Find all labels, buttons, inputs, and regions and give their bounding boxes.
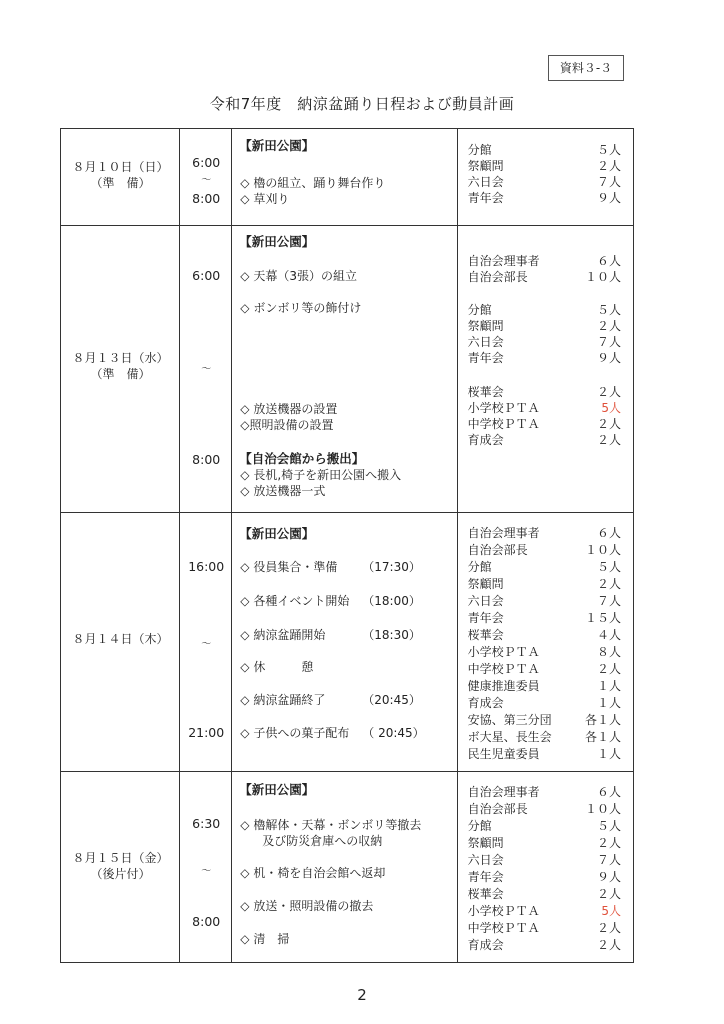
activity-item: ◇ 放送機器一式: [240, 484, 326, 498]
staff-group: 桜華会: [467, 385, 504, 399]
date-cell: [61, 772, 180, 963]
staff-group: 青年会: [467, 870, 504, 884]
date-text: ８月１４日（木）: [72, 632, 169, 646]
staff-group: 六日会: [467, 335, 504, 349]
activity-item: ◇ 納涼盆踊開始: [240, 628, 326, 642]
staff-count: １人: [596, 747, 621, 761]
date-kind: （準 備）: [90, 176, 151, 190]
staff-count: ２人: [596, 417, 621, 431]
time-cell: [180, 513, 232, 772]
time-start: 16:00: [188, 559, 225, 574]
date-text: ８月１５日（金）: [72, 851, 169, 865]
staff-count: 5人: [601, 904, 621, 918]
staff-count: ２人: [596, 662, 621, 676]
staff-count: ５人: [596, 303, 621, 317]
time-cell: [180, 226, 232, 513]
activity-time: （ 20:45）: [362, 726, 425, 740]
staff-count: １人: [596, 679, 621, 693]
venue-heading: 【新田公園】: [239, 782, 315, 797]
staff-group: 青年会: [467, 351, 504, 365]
tilde-mark: 〜: [201, 364, 212, 375]
activity-cell: [232, 772, 457, 963]
staff-cell: [457, 226, 633, 513]
tilde-mark: 〜: [201, 639, 212, 650]
staff-group: 分館: [467, 143, 492, 157]
venue-heading: 【新田公園】: [239, 234, 315, 249]
staff-count: ２人: [596, 887, 621, 901]
staff-count: ５人: [596, 560, 621, 574]
staff-group: 中学校ＰＴＡ: [467, 662, 540, 676]
staff-count: ２人: [596, 921, 621, 935]
date-cell: [61, 129, 180, 226]
staff-group: 分館: [467, 819, 492, 833]
staff-group: 分館: [467, 560, 492, 574]
staff-count: ２人: [596, 577, 621, 591]
date-kind: （準 備）: [90, 367, 151, 381]
staff-count: 各１人: [584, 713, 621, 727]
staff-group: 自治会部長: [467, 802, 528, 816]
staff-count: ７人: [596, 853, 621, 867]
venue-heading: 【新田公園】: [239, 138, 315, 153]
time-start: 6:00: [192, 268, 221, 283]
activity-time: （17:30）: [362, 560, 421, 574]
activity-item: ◇ 長机,椅子を新田公園へ搬入: [240, 468, 402, 482]
staff-count: ９人: [596, 351, 621, 365]
staff-group: 小学校ＰＴＡ: [467, 645, 540, 659]
time-end: 21:00: [188, 725, 225, 740]
staff-count: ２人: [596, 319, 621, 333]
activity-time: （20:45）: [362, 693, 421, 707]
staff-group: 分館: [467, 303, 492, 317]
activity-item: ◇ 草刈り: [240, 192, 290, 206]
activity-cell: [232, 513, 457, 772]
staff-group: 自治会理事者: [467, 785, 540, 799]
time-cell: [180, 129, 232, 226]
activity-item: ◇ 清 掃: [240, 932, 290, 946]
table-row: [61, 129, 634, 226]
page-number: 2: [357, 986, 367, 1004]
activity-item: ◇ ボンボリ等の飾付け: [240, 301, 362, 315]
staff-count: １人: [596, 696, 621, 710]
activity-item: ◇ 各種イベント開始: [240, 594, 350, 608]
staff-group: 祭顧問: [467, 159, 504, 173]
date-text: ８月１０日（日）: [72, 160, 169, 174]
staff-count: ２人: [596, 159, 621, 173]
staff-count: ６人: [596, 254, 621, 268]
table-row: [61, 226, 634, 513]
staff-group: 自治会部長: [467, 270, 528, 284]
staff-cell: [457, 772, 633, 963]
staff-group: 青年会: [467, 191, 504, 205]
staff-group: 健康推進委員: [467, 679, 540, 693]
table-row: [61, 772, 634, 963]
venue-heading: 【新田公園】: [239, 526, 315, 541]
date-cell: [61, 226, 180, 513]
activity-time: （18:30）: [362, 628, 421, 642]
activity-cell: [232, 226, 457, 513]
staff-group: 桜華会: [467, 887, 504, 901]
staff-group: 自治会理事者: [467, 526, 540, 540]
staff-count: ７人: [596, 335, 621, 349]
staff-group: 六日会: [467, 853, 504, 867]
staff-count: ４人: [596, 628, 621, 642]
staff-group: 小学校ＰＴＡ: [467, 401, 540, 415]
staff-group: 祭顧問: [467, 577, 504, 591]
staff-group: 六日会: [467, 175, 504, 189]
staff-count: ２人: [596, 433, 621, 447]
date-text: ８月１３日（水）: [72, 351, 169, 365]
staff-group: 中学校ＰＴＡ: [467, 921, 540, 935]
venue-heading: 【自治会館から搬出】: [239, 451, 365, 466]
staff-count: ７人: [596, 594, 621, 608]
staff-count: １０人: [584, 270, 621, 284]
staff-group: 自治会理事者: [467, 254, 540, 268]
staff-cell: [457, 513, 633, 772]
staff-count: ６人: [596, 526, 621, 540]
activity-item: ◇ 休 憩: [240, 660, 314, 674]
time-end: 8:00: [192, 914, 221, 929]
staff-count: １５人: [584, 611, 621, 625]
time-start: 6:00: [192, 155, 221, 170]
staff-count: ５人: [596, 143, 621, 157]
activity-item: ◇ 子供への菓子配布: [240, 726, 350, 740]
staff-group: 青年会: [467, 611, 504, 625]
staff-count: ２人: [596, 385, 621, 399]
activity-item: ◇ 納涼盆踊終了: [240, 693, 326, 707]
activity-item: ◇ 役員集合・準備: [240, 560, 338, 574]
time-end: 8:00: [192, 452, 221, 467]
activity-item: ◇ 放送・照明設備の撤去: [240, 899, 374, 913]
staff-group: 民生児童委員: [467, 747, 540, 761]
activity-item: ◇ 天幕（3張）の組立: [240, 269, 357, 283]
time-cell: [180, 772, 232, 963]
staff-count: ２人: [596, 938, 621, 952]
staff-group: 小学校ＰＴＡ: [467, 904, 540, 918]
staff-count: １０人: [584, 543, 621, 557]
date-cell: [61, 513, 180, 772]
table-row: [61, 513, 634, 772]
staff-count: ７人: [596, 175, 621, 189]
staff-count: ６人: [596, 785, 621, 799]
tilde-mark: 〜: [201, 866, 212, 877]
staff-cell: [457, 129, 633, 226]
staff-group: 育成会: [467, 433, 504, 447]
staff-count: ９人: [596, 191, 621, 205]
document-label: 資料３-３: [548, 55, 624, 81]
schedule-table: [60, 128, 634, 963]
activity-item: ◇ 櫓解体・天幕・ボンボリ等撤去: [240, 818, 422, 832]
staff-group: 祭顧問: [467, 319, 504, 333]
activity-item: ◇ 放送機器の設置: [240, 402, 338, 416]
staff-count: 各１人: [584, 730, 621, 744]
activity-item: ◇ 机・椅を自治会館へ返却: [240, 866, 386, 880]
document-title: 令和7年度 納涼盆踊り日程および動員計画: [209, 95, 515, 113]
staff-count: ８人: [596, 645, 621, 659]
date-kind: （後片付）: [90, 867, 151, 881]
activity-item: 及び防災倉庫への収納: [262, 834, 383, 848]
time-end: 8:00: [192, 191, 221, 206]
staff-count: 5人: [601, 401, 621, 415]
staff-group: ボ大星、長生会: [467, 730, 552, 744]
staff-group: 育成会: [467, 938, 504, 952]
staff-group: 自治会部長: [467, 543, 528, 557]
activity-cell: [232, 129, 457, 226]
activity-item: ◇照明設備の設置: [240, 418, 334, 432]
staff-group: 安協、第三分団: [467, 713, 552, 727]
staff-group: 育成会: [467, 696, 504, 710]
staff-group: 中学校ＰＴＡ: [467, 417, 540, 431]
tilde-mark: 〜: [201, 175, 212, 186]
staff-count: ９人: [596, 870, 621, 884]
staff-group: 祭顧問: [467, 836, 504, 850]
time-start: 6:30: [192, 816, 221, 831]
staff-count: ５人: [596, 819, 621, 833]
staff-count: １０人: [584, 802, 621, 816]
staff-count: ２人: [596, 836, 621, 850]
staff-group: 桜華会: [467, 628, 504, 642]
activity-item: ◇ 櫓の組立、踊り舞台作り: [240, 176, 386, 190]
staff-group: 六日会: [467, 594, 504, 608]
activity-time: （18:00）: [362, 594, 421, 608]
